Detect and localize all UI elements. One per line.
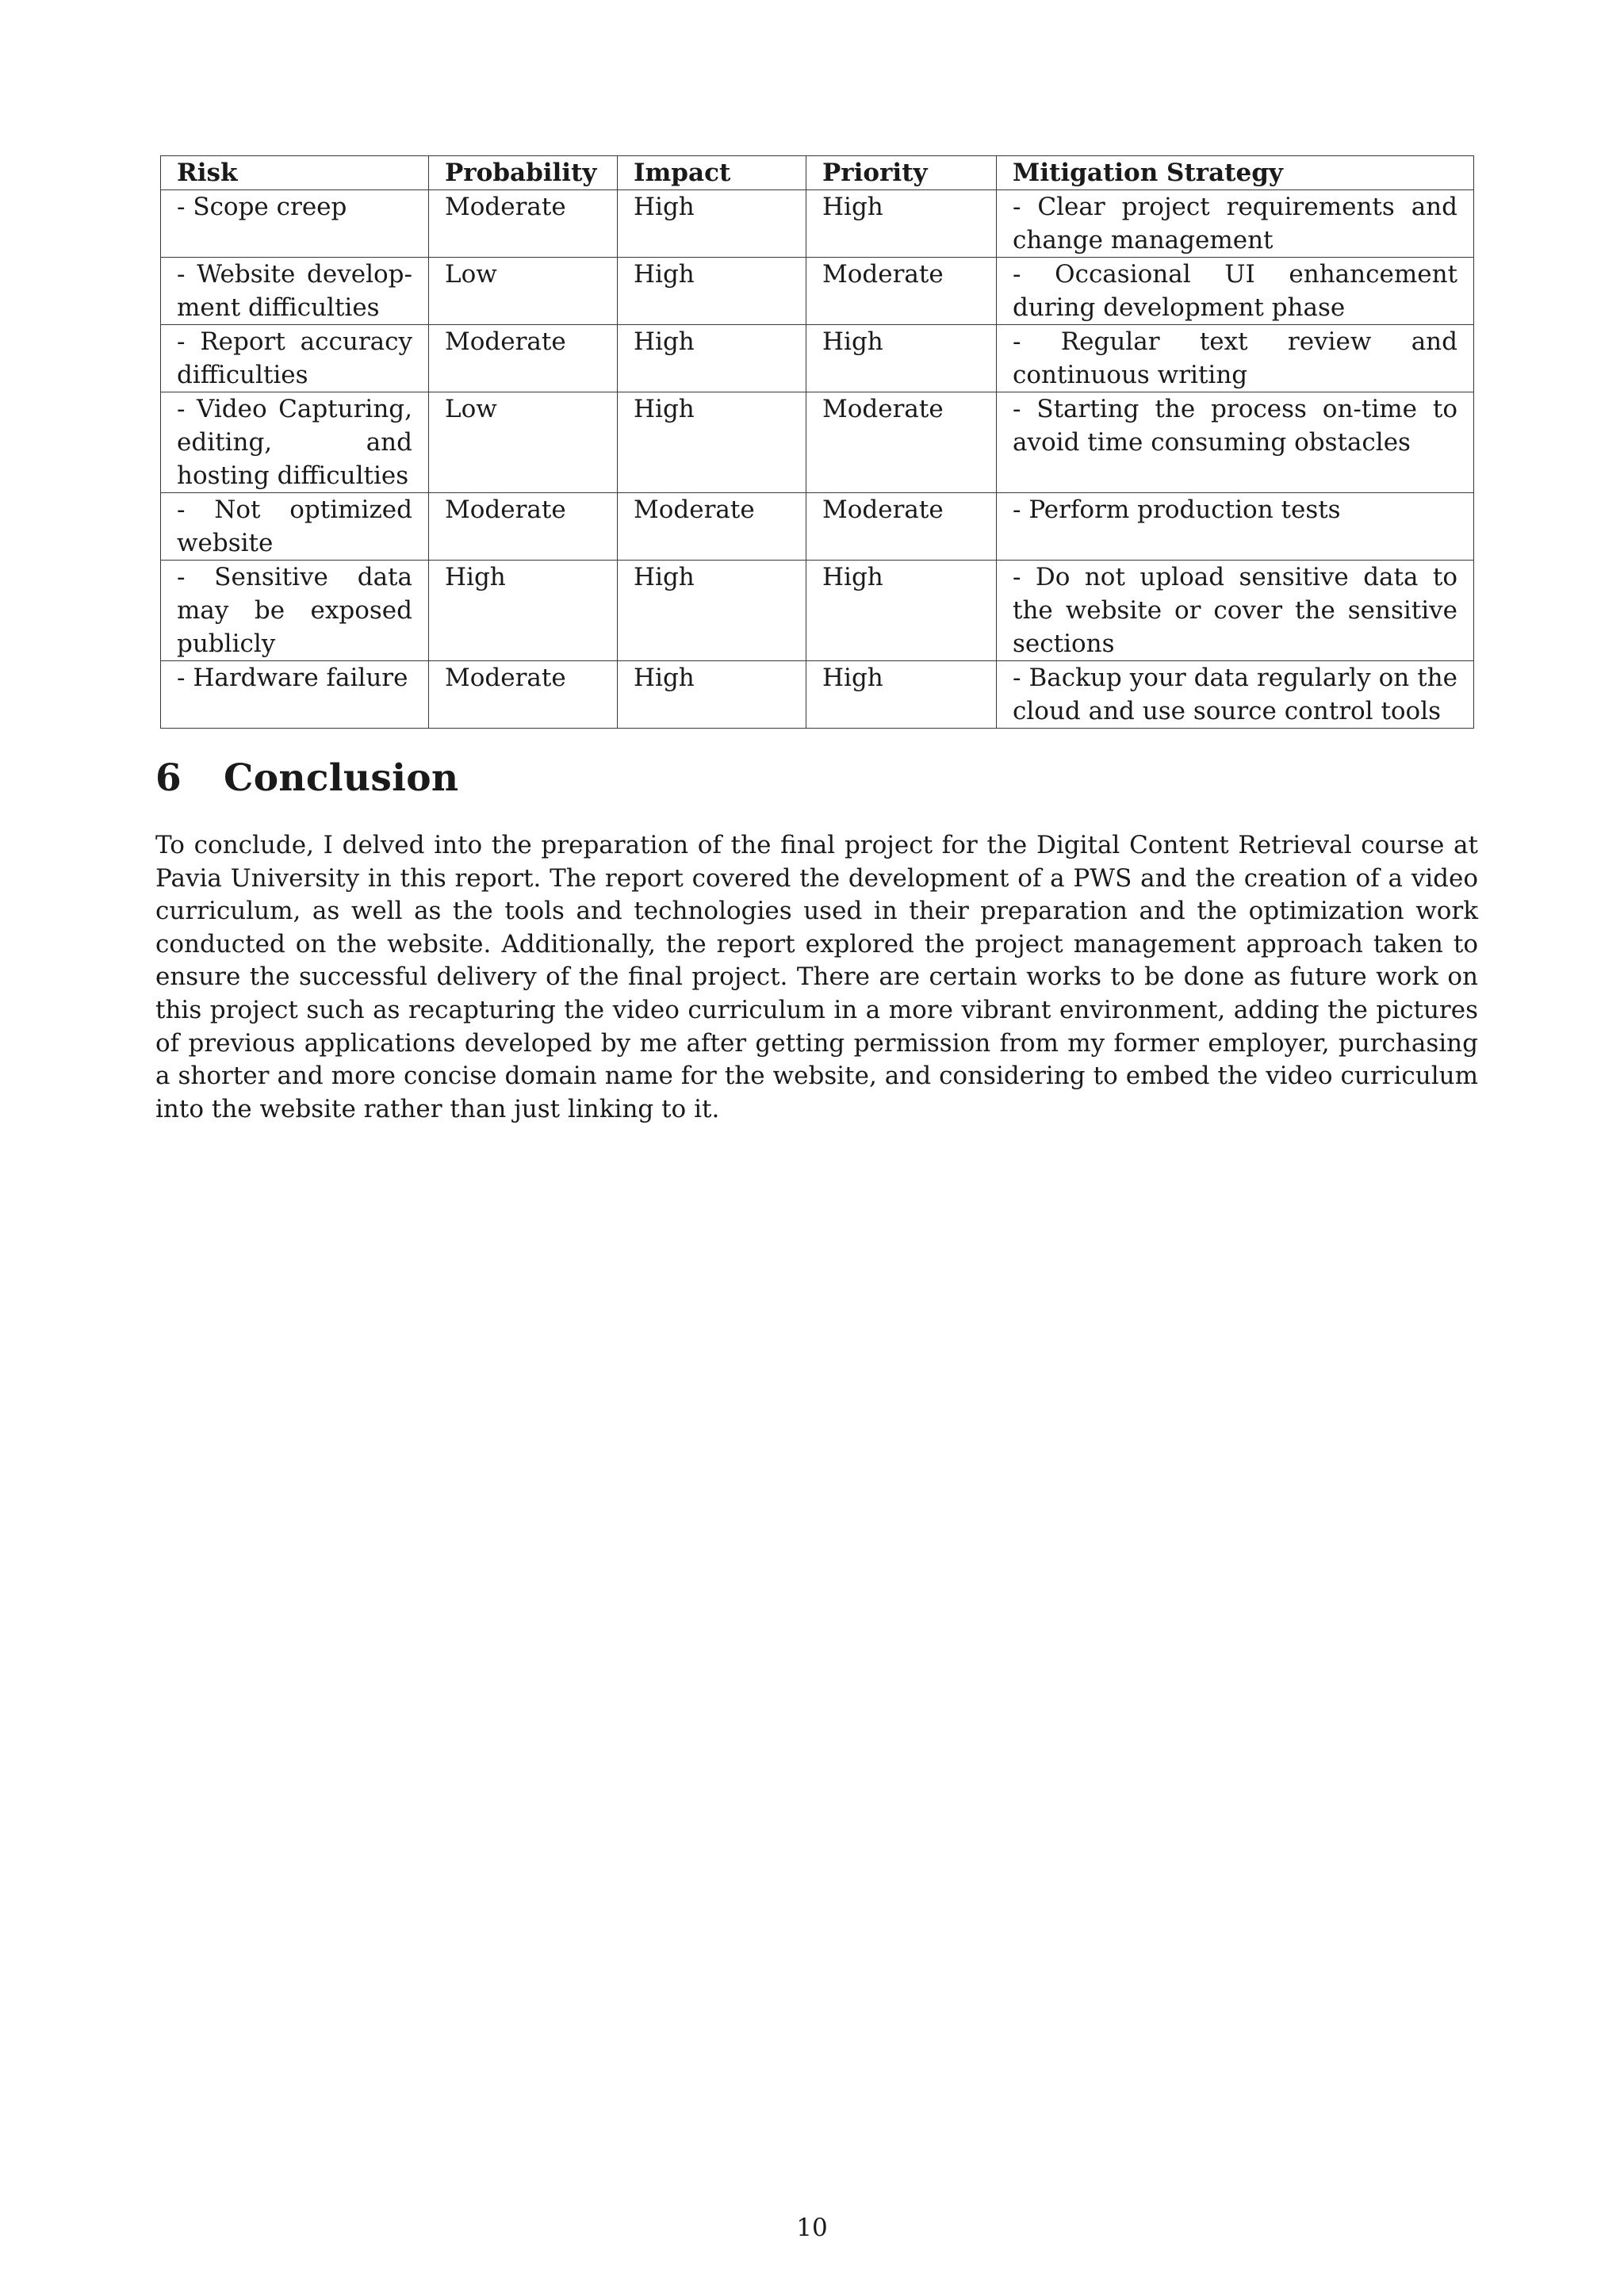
table-row (161, 190, 1474, 258)
conclusion-paragraph: To conclude, I delved into the preparation of the final project for the Digital Content Retrieval course at Pavia University in this report. The report covered the development of a PWS and the creation of a video curriculum, as well as the tools and technologies used in their preparation and the optimization work conducted on the website. Additionally, the report explored the project management approach taken to ensure the successful delivery of the final project. There are certain works to be done as future work on this project such as recapturing the video curriculum in a more vibrant environment, adding the pictures of previous applications developed by me after getting permission from my former employer, purchasing a shorter and more concise domain name for the website, and considering to embed the video curriculum into the website rather than just linking to it. (155, 831, 1478, 1123)
risk-table (160, 155, 1474, 729)
risk-cell: - Not optimized website (161, 493, 429, 561)
impact-cell: High (618, 325, 806, 392)
impact-cell: High (618, 258, 806, 325)
mitigation-cell: - Clear project requirements and change management (997, 190, 1474, 258)
column-header-priority: Priority (806, 156, 997, 190)
section-number: 6 (155, 756, 182, 800)
mitigation-cell: - Starting the process on-time to avoid time consuming obstacles (997, 392, 1474, 493)
probability-cell: Low (429, 392, 618, 493)
probability-cell: Moderate (429, 493, 618, 561)
risk-cell: - Website develop- ment difficulties (161, 258, 429, 325)
table-row (161, 325, 1474, 392)
probability-cell: Low (429, 258, 618, 325)
risk-cell: - Scope creep (161, 190, 429, 258)
impact-cell: High (618, 190, 806, 258)
priority-cell: High (806, 561, 997, 661)
priority-cell: Moderate (806, 392, 997, 493)
mitigation-cell: - Regular text review and continuous writing (997, 325, 1474, 392)
section-heading (155, 755, 458, 802)
page-number: 10 (796, 2214, 828, 2242)
risk-cell: - Report accuracy difficulties (161, 325, 429, 392)
impact-cell: High (618, 392, 806, 493)
probability-cell: Moderate (429, 325, 618, 392)
probability-cell: Moderate (429, 190, 618, 258)
mitigation-cell: - Do not upload sensitive data to the website or cover the sensitive sections (997, 561, 1474, 661)
probability-cell: Moderate (429, 661, 618, 729)
table-header-row (161, 156, 1474, 190)
risk-cell: - Sensitive data may be exposed publicly (161, 561, 429, 661)
column-header-risk: Risk (161, 156, 429, 190)
risk-cell: - Video Capturing, editing, and hosting difficulties (161, 392, 429, 493)
table-row (161, 392, 1474, 493)
table-row (161, 258, 1474, 325)
mitigation-cell: - Perform production tests (997, 493, 1474, 561)
section-title: Conclusion (224, 756, 459, 800)
priority-cell: Moderate (806, 258, 997, 325)
table-row (161, 561, 1474, 661)
table-row (161, 661, 1474, 729)
mitigation-cell: - Occasional UI enhancement during development phase (997, 258, 1474, 325)
priority-cell: High (806, 661, 997, 729)
priority-cell: High (806, 325, 997, 392)
impact-cell: High (618, 661, 806, 729)
column-header-impact: Impact (618, 156, 806, 190)
priority-cell: High (806, 190, 997, 258)
risk-cell: - Hardware failure (161, 661, 429, 729)
table-row (161, 493, 1474, 561)
column-header-probability: Probability (429, 156, 618, 190)
priority-cell: Moderate (806, 493, 997, 561)
mitigation-cell: - Backup your data regularly on the cloud and use source control tools (997, 661, 1474, 729)
impact-cell: Moderate (618, 493, 806, 561)
probability-cell: High (429, 561, 618, 661)
impact-cell: High (618, 561, 806, 661)
column-header-mitigation: Mitigation Strategy (997, 156, 1474, 190)
